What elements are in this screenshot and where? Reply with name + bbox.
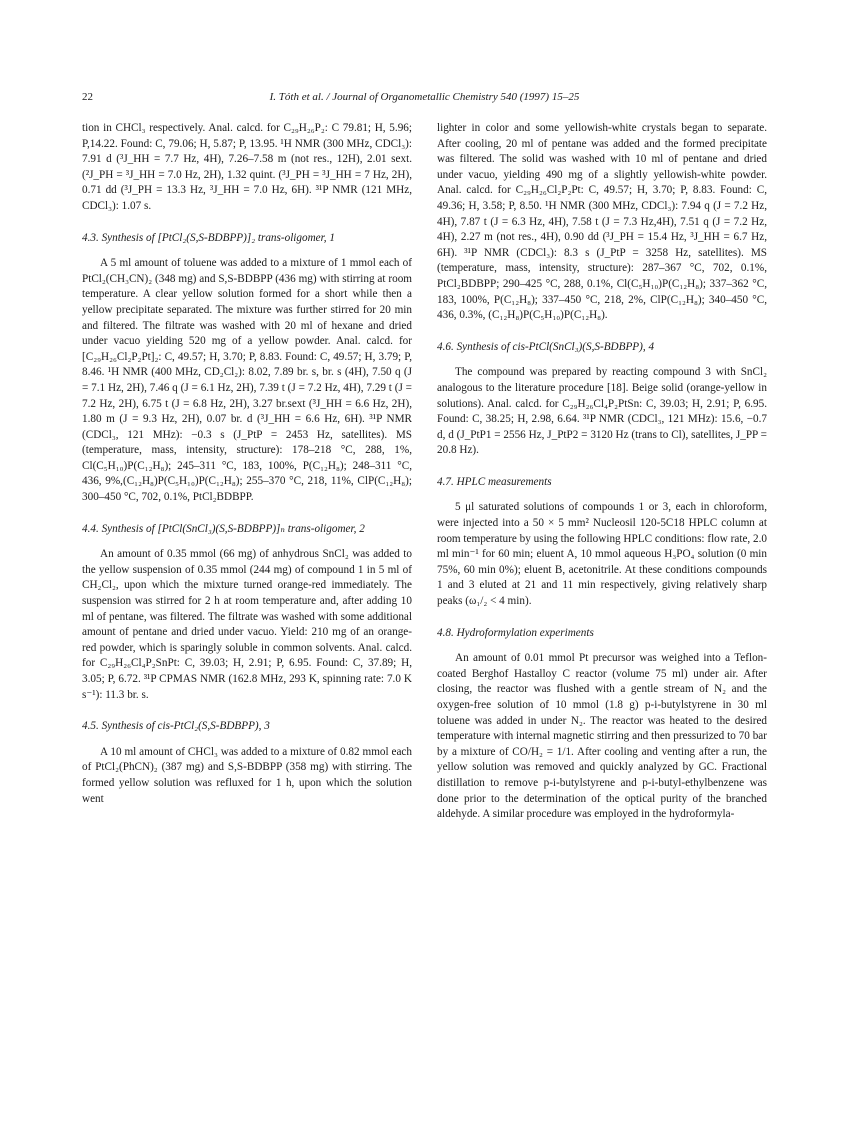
paragraph-synthesis-4: The compound was prepared by reacting compound 3 with SnCl₂ analogous to the literature procedure [18]. Beige solid (orange-yellow in solutions). Anal. calcd. for C₂₉H₂₆Cl₄P₂PtSn: C, 39.03; H, 2.91; P, 6.95. Found: C, 38.25; H, 2.98, 6.64. ³¹P NMR (CDCl₃, 121 MHz): 15.6, −0.7 d, d (J_PtP1 = 2556 Hz, J_PtP2 = 3120 Hz (trans to Cl), satellites, J_PP = 20.8 Hz). [437, 366, 767, 457]
section-heading-4-4: 4.4. Synthesis of [PtCl(SnCl₃)(S,S-BDBPP)]ₙ trans-oligomer, 2 [82, 522, 365, 535]
section-heading-4-8: 4.8. Hydroformylation experiments [437, 626, 594, 639]
paragraph-ligand-analysis: tion in CHCl₃ respectively. Anal. calcd. for C₂₉H₂₆P₂: C 79.81; H, 5.96; P,14.22. Found: C, 79.06; H, 5.87; P, 13.95. ¹H NMR (300 MHz, CDCl₃): 7.91 d (³J_HH = 7.7 Hz, 4H), 7.26–7.58 m (not res., 12H), 2.01 sext. (²J_PH = ³J_HH = 7.0 Hz, 2H), 1.32 quint. (³J_PH = ³J_HH = 7 Hz, 2H), 0.71 dd (³J_PH = 13.3 Hz, ³J_HH = 7.0 Hz, 6H). ³¹P NMR (121 MHz, CDCl₃): 1.07 s. [82, 122, 412, 212]
section-heading-4-3: 4.3. Synthesis of [PtCl₂(S,S-BDBPP)]₂ trans-oligomer, 1 [82, 231, 335, 244]
section-heading-4-6: 4.6. Synthesis of cis-PtCl(SnCl₃)(S,S-BDBPP), 4 [437, 340, 655, 353]
paragraph-synthesis-3-cont: lighter in color and some yellowish-white crystals began to separate. After cooling, 20 ml of pentane was added and the formed precipitate was filtered. The solid was washed with 10 ml of pentane and dried under vacuo, yielding 490 mg of a slightly yellowish-white powder. Anal. calcd. for C₂₉H₂₆Cl₂P₂Pt: C, 49.57; H, 3.70; P, 8.83. Found: C, 49.36; H, 3.58; P, 8.50. ¹H NMR (300 MHz, CDCl₃): 7.94 q (J = 7.2 Hz, 4H), 7.87 t (J = 6.3 Hz, 4H), 7.58 t (J = 7.3 Hz,4H), 7.51 q (J = 7.2 Hz, 4H), 2.27 m (not res., 4H), 0.90 dd (³J_PH = 15.4 Hz, ³J_HH = 6.7 Hz, 6H). ³¹P NMR (CDCl₃): 8.3 s (J_PtP = 3258 Hz, satellites). MS (temperature, mass, intensity, structure): 287–367 °C, 702, 0.1%, PtCl₂BDBPP; 290–425 °C, 288, 0.1%, Cl(C₅H₁₀)P(C₁₂H₈); 337–362 °C, 183, 100%, P(C₁₂H₈); 337–450 °C, 218, 2%, ClP(C₁₂H₈); 340–450 °C, 436, 0.3%, (C₁₂H₈)P(C₅H₁₀)P(C₁₂H₈). [437, 122, 767, 322]
paragraph-synthesis-1: A 5 ml amount of toluene was added to a mixture of 1 mmol each of PtCl₂(CH₃CN)₂ (348 mg) and S,S-BDBPP (436 mg) with stirring at room temperature. A clear yellow solution formed for a short while then a yellow precipitate separated. The mixture was further stirred for 20 min and filtered. The filtrate was washed with 20 ml of hexane and dried under vacuo yielding 520 mg of a yellow powder. Anal. calcd. for [C₂₉H₂₆Cl₂P₂Pt]₂: C, 49.57; H, 3.70; P, 8.83. Found: C, 49.57; H, 3.79; P, 8.46. ¹H NMR (400 MHz, CD₂Cl₂): 8.02, 7.89 br. s, br. s (4H), 7.50 q (J = 7.1 Hz, 2H), 7.46 q (J = 6.1 Hz, 2H), 7.39 t (J = 7.2 Hz, 4H), 7.29 t (J = 7.2 Hz, 2H), 6.75 t (J = 6.8 Hz, 2H), 3.27 br.sext (³J_HH = 6.6 Hz, 2H), 1.80 m (J = 9.3 Hz, 2H), 0.07 br. d (³J_HH = 6.6 Hz, 6H). ³¹P NMR (CDCl₃, 121 MHz): −0.3 s (J_PtP = 2453 Hz, satellites). MS (temperature, mass, intensity, structure): 178–218 °C, 288, 1%, Cl(C₅H₁₀)P(C₁₂H₈); 245–311 °C, 183, 100%, P(C₁₂H₈); 248–311 °C, 436, 9%,(C₁₂H₈)P(C₅H₁₀)P(C₁₂H₈); 255–370 °C, 218, 11%, ClP(C₁₂H₈); 300–450 °C, 702, 0.1%, PtCl₂BDBPP. [82, 257, 412, 504]
section-heading-4-5: 4.5. Synthesis of cis-PtCl₂(S,S-BDBPP), 3 [82, 720, 270, 733]
paragraph-hplc: 5 μl saturated solutions of compounds 1 or 3, each in chloroform, were injected into a 50 × 5 mm² Nucleosil 120-5C18 HPLC column at room temperature by using the following HPLC conditions: flow rate, 2.0 ml min⁻¹ for 60 min; eluent A, 10 mmol aqueous H₃PO₄ solution (0 min 75%, 60 min 0%); eluent B, acetonitrile. At these conditions compounds 1 and 3 eluted at 21 and 11 min respectively, giving relatively sharp peaks (ω₁/₂ < 4 min). [437, 501, 767, 608]
running-head: I. Tóth et al. / Journal of Organometallic Chemistry 540 (1997) 15–25 [269, 91, 580, 103]
page-header [82, 91, 767, 107]
left-column [82, 121, 412, 807]
paragraph-synthesis-2: An amount of 0.35 mmol (66 mg) of anhydrous SnCl₂ was added to the yellow suspension of 0.35 mmol (244 mg) of compound 1 in 5 ml of CH₂Cl₂, upon which the mixture turned orange-red immediately. The suspension was stirred for 2 h at room temperature and, after adding 10 ml of pentane, was filtered. The filtrate was washed with some additional amount of pentane and dried under vacuo. Yield: 210 mg of an orange-red powder, which is sparingly soluble in common solvents. Anal. calcd. for C₂₉H₂₆Cl₄P₂SnPt: C, 39.03; H, 2.91; P, 6.95. Found: C, 37.89; H, 3.05; P, 6.72. ³¹P CPMAS NMR (162.8 MHz, 293 K, spinning rate: 7.0 K s⁻¹): 11.3 br. s. [82, 548, 412, 701]
page-number: 22 [82, 91, 93, 103]
right-column [437, 121, 767, 823]
paragraph-synthesis-3: A 10 ml amount of CHCl₃ was added to a mixture of 0.82 mmol each of PtCl₂(PhCN)₂ (387 mg) and S,S-BDBPP (358 mg) with stirring. The formed yellow solution was refluxed for 1 h, upon which the solution went [82, 745, 412, 805]
section-heading-4-7: 4.7. HPLC measurements [437, 475, 552, 488]
paragraph-hydroformylation: An amount of 0.01 mmol Pt precursor was weighed into a Teflon-coated Berghof Hastalloy C reactor (volume 75 ml) under air. After closing, the reactor was flushed with a gentle stream of N₂ and the oxygen-free solution of 10 mmol (1.8 g) p-i-butylstyrene in 30 ml toluene was added in under N₂. The reactor was heated to the desired temperature with internal magnetic stirring and then pressurized to 70 bar by a mixture of CO/H₂ = 1/1. After cooling and venting after a run, the yellow solution was removed and quickly analyzed by GC. Fractional distillation to remove p-i-butylstyrene and p-i-butyl-ethylbenzene was done prior to the determination of the optical purity of the branched aldehyde. A similar procedure was employed in the hydroformyla- [437, 652, 767, 821]
